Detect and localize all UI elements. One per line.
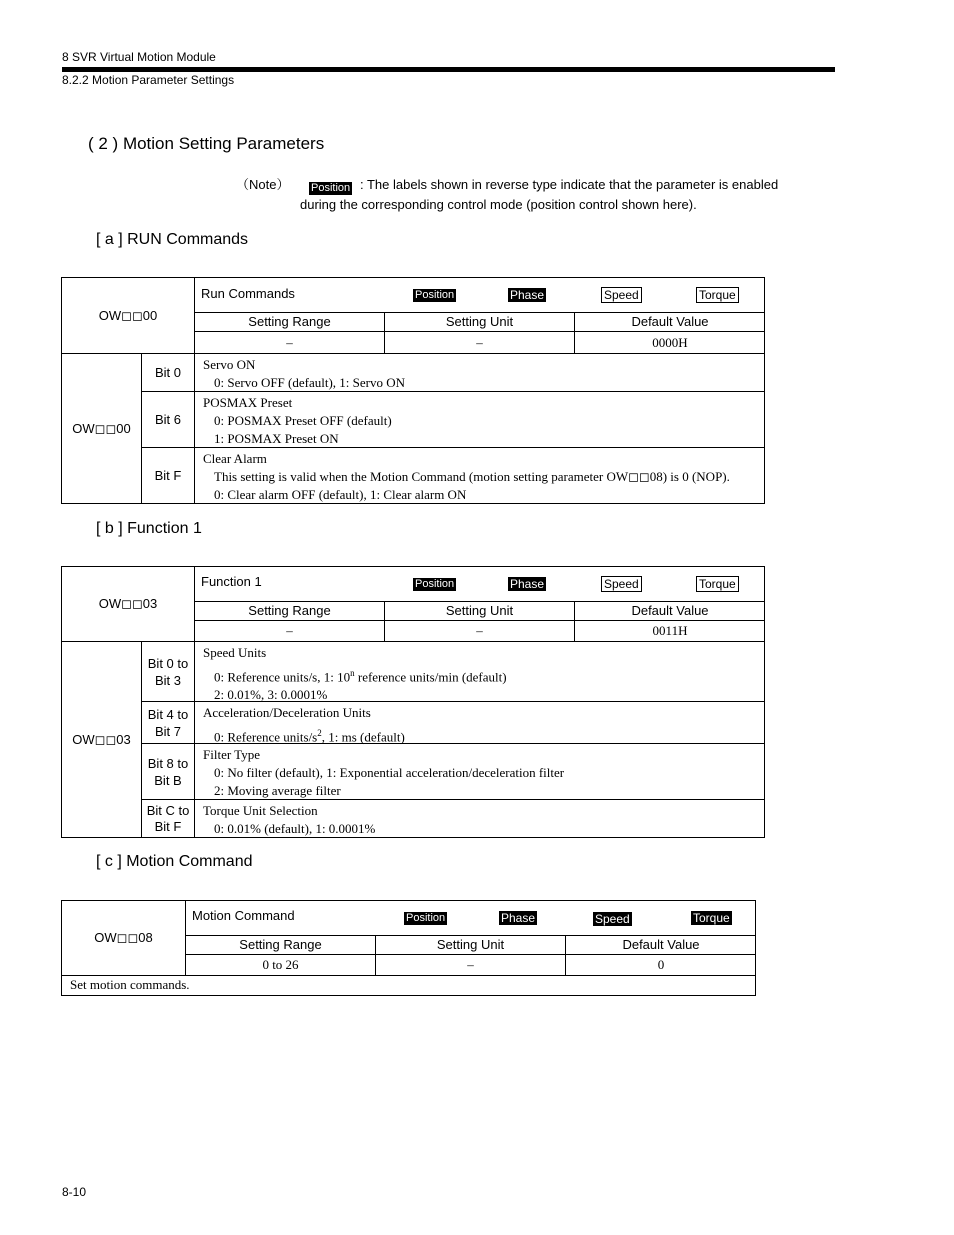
setting-range-value: 0 to 26 [186,955,376,976]
bit-label: Bit C to Bit F [142,800,195,837]
mode-speed-tag: Speed [601,576,642,592]
setting-range-header: Setting Range [186,935,376,955]
bit-description: Clear Alarm This setting is valid when the Motion Command (motion setting parameter OW◻◻08) is 0 (NOP). 0: Clear alarm OFF (default), 1: Clear alarm ON [203,451,730,502]
bit-description: Servo ON 0: Servo OFF (default), 1: Servo ON [195,354,765,392]
bit-description: Acceleration/Deceleration Units 0: Reference units/$s^2$, 1: ms (default) [195,702,765,744]
bit-label: Bit 0 to Bit 3 [142,642,195,702]
mode-phase-tag: Phase [510,577,545,591]
setting-unit-value: – [385,332,575,354]
default-value-value: 0 [566,955,756,976]
bit-description: Speed Units 0: Reference units/s, 1: 10$^n$ reference units/min (default) 2: 0.01%, 3: 0.0001% [195,642,765,702]
function-1-table [61,566,765,838]
default-value-header: Default Value [566,935,756,955]
bit-description: Torque Unit Selection 0: 0.01% (default), 1: 0.0001% [203,803,376,836]
mode-speed-tag: Speed [601,287,642,303]
register-cell: OW◻◻00 [62,278,195,354]
setting-unit-header: Setting Unit [385,312,575,332]
default-value-header: Default Value [575,312,765,332]
page-number: 8-10 [62,1185,87,1199]
param-name: Motion Command [192,908,295,923]
section-a-heading: [ a ] RUN Commands [96,231,249,248]
setting-range-value: – [195,332,385,354]
default-value-value: 0011H [575,621,765,642]
mode-phase-tag: Phase [510,288,545,302]
description: Set motion commands. [70,977,190,992]
default-value-value: 0000H [575,332,765,354]
register-cell-bits: OW◻◻00 [62,354,142,503]
section-header: 8.2.2 Motion Parameter Settings [62,73,235,87]
note-line-1: : The labels shown in reverse type indicate that the parameter is enabled [360,177,779,192]
setting-unit-header: Setting Unit [376,935,566,955]
bit-label: Bit 0 [142,354,195,392]
note-position-tag: Position [311,182,351,194]
run-commands-table [61,277,765,504]
setting-unit-header: Setting Unit [385,601,575,621]
page-title: ( 2 ) Motion Setting Parameters [88,134,325,153]
mode-torque-tag: Torque [696,576,739,592]
note-label: （Note） [236,177,290,192]
setting-unit-value: – [376,955,566,976]
bit-label: Bit F [142,448,195,503]
setting-range-header: Setting Range [195,601,385,621]
param-name: Function 1 [201,574,262,589]
register-cell: OW◻◻03 [62,567,195,642]
chapter-header: 8 SVR Virtual Motion Module [62,50,216,64]
note-line-2: during the corresponding control mode (position control shown here). [300,197,697,212]
header-rule [62,67,835,72]
section-b-heading: [ b ] Function 1 [96,520,202,537]
param-name: Run Commands [201,286,295,301]
bit-label: Bit 4 to Bit 7 [142,702,195,744]
bit-label: Bit 8 to Bit B [142,744,195,800]
motion-command-table [61,900,756,996]
setting-range-header: Setting Range [195,312,385,332]
register-cell-bits: OW◻◻03 [62,642,142,837]
setting-range-value: – [195,621,385,642]
bit-label: Bit 6 [142,392,195,448]
register-cell: OW◻◻08 [62,901,186,976]
mode-torque-tag: Torque [693,911,730,925]
mode-phase-tag: Phase [501,911,536,925]
setting-unit-value: – [385,621,575,642]
mode-torque-tag: Torque [696,287,739,303]
mode-position-tag: Position [415,578,455,590]
bit-description: POSMAX Preset 0: POSMAX Preset OFF (default) 1: POSMAX Preset ON [195,392,765,448]
mode-speed-tag: Speed [595,912,630,926]
default-value-header: Default Value [575,601,765,621]
bit-description: Filter Type 0: No filter (default), 1: Exponential acceleration/deceleration filter 2: Moving average filter [195,744,765,800]
mode-position-tag: Position [406,912,446,924]
mode-position-tag: Position [415,289,455,301]
section-c-heading: [ c ] Motion Command [96,853,253,870]
